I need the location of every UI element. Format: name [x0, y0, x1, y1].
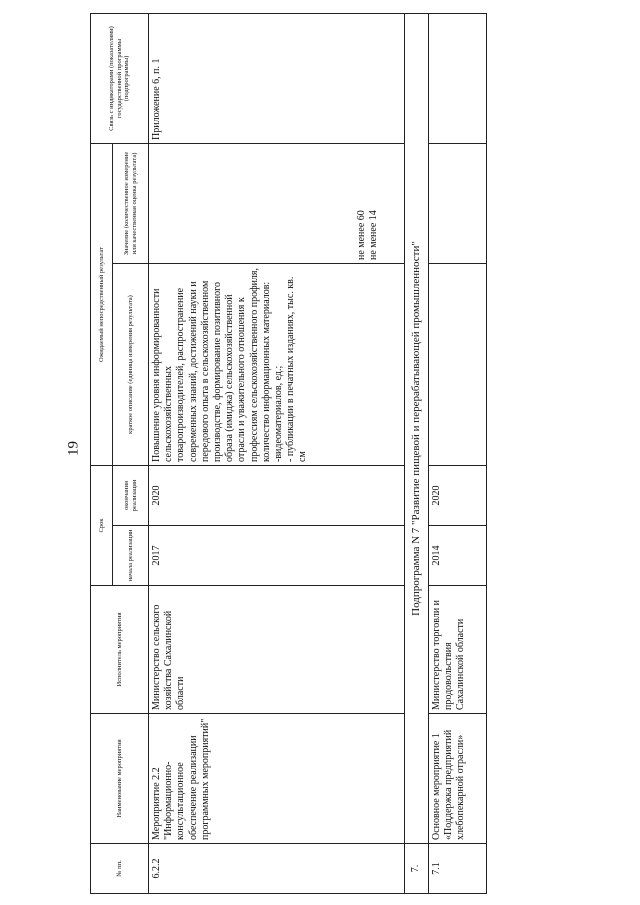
header-term-start: начала реализации: [113, 526, 149, 586]
row-end: 2020: [149, 466, 405, 526]
row-executor: Министерство сельского хозяйства Сахалинской области: [149, 586, 405, 714]
header-link: Связь с индикаторами (показателями) государственной программы (подпрограммы): [91, 14, 149, 144]
measures-table: [90, 13, 487, 894]
table-row: [149, 14, 405, 894]
row-value: не менее 14: [367, 210, 379, 260]
row-name: Мероприятие 2.2 "Информационно-консультационное обеспечение реализации программных мероприятий": [149, 714, 405, 844]
row-start: 2014: [429, 526, 487, 586]
row-values: [429, 144, 487, 264]
row-num: 6.2.2: [149, 844, 405, 894]
header-result: Ожидаемый непосредственный результат: [91, 144, 113, 466]
row-start: 2017: [149, 526, 405, 586]
row-desc: [149, 264, 405, 466]
row-name: Основное мероприятие 1 «Поддержка предприятий хлебопекарной отрасли»: [429, 714, 487, 844]
row-end: 2020: [429, 466, 487, 526]
header-num: № пп.: [91, 844, 149, 894]
row-num: 7.: [405, 844, 429, 894]
rotated-table-page: [90, 14, 490, 894]
page-number: 19: [65, 441, 82, 456]
row-desc-item: -видеоматериалов, ед.;: [272, 365, 284, 462]
header-term: Срок: [91, 466, 113, 586]
subprogram-title: Подпрограмма N 7 "Развитие пищевой и перерабатывающей промышленности": [405, 14, 429, 844]
header-result-desc: краткое описание (единица измерения результата): [113, 264, 149, 466]
row-desc-item: - публикации в печатных изданиях, тыс. кв. см: [285, 276, 309, 462]
row-desc: [429, 264, 487, 466]
row-link: [429, 14, 487, 144]
row-desc-text: Повышение уровня информированности сельскохозяйственных товаропроизводителей, распространение современных знаний, достижений науки и передового опыта в сельскохозяйственном производстве, формирование позитивного образа (имиджа) сельскохозяйственной отрасли и уважительного отношения к профессиям сельскохозяйственного профиля, количество информационных материалов:: [151, 267, 272, 462]
header-result-value: Значение (количественное измерение или качественная оценка результата): [113, 144, 149, 264]
row-executor: Министерство торговли и продовольствия Сахалинской области: [429, 586, 487, 714]
row-link: Приложение 6, п. 1: [149, 14, 405, 144]
header-term-end: окончания реализации: [113, 466, 149, 526]
table-row: [429, 14, 487, 894]
subprogram-row: [405, 14, 429, 894]
header-executor: Исполнитель мероприятия: [91, 586, 149, 714]
header-name: Наименование мероприятия: [91, 714, 149, 844]
row-value: не менее 60: [355, 210, 367, 260]
row-values: [149, 144, 405, 264]
row-num: 7.1: [429, 844, 487, 894]
